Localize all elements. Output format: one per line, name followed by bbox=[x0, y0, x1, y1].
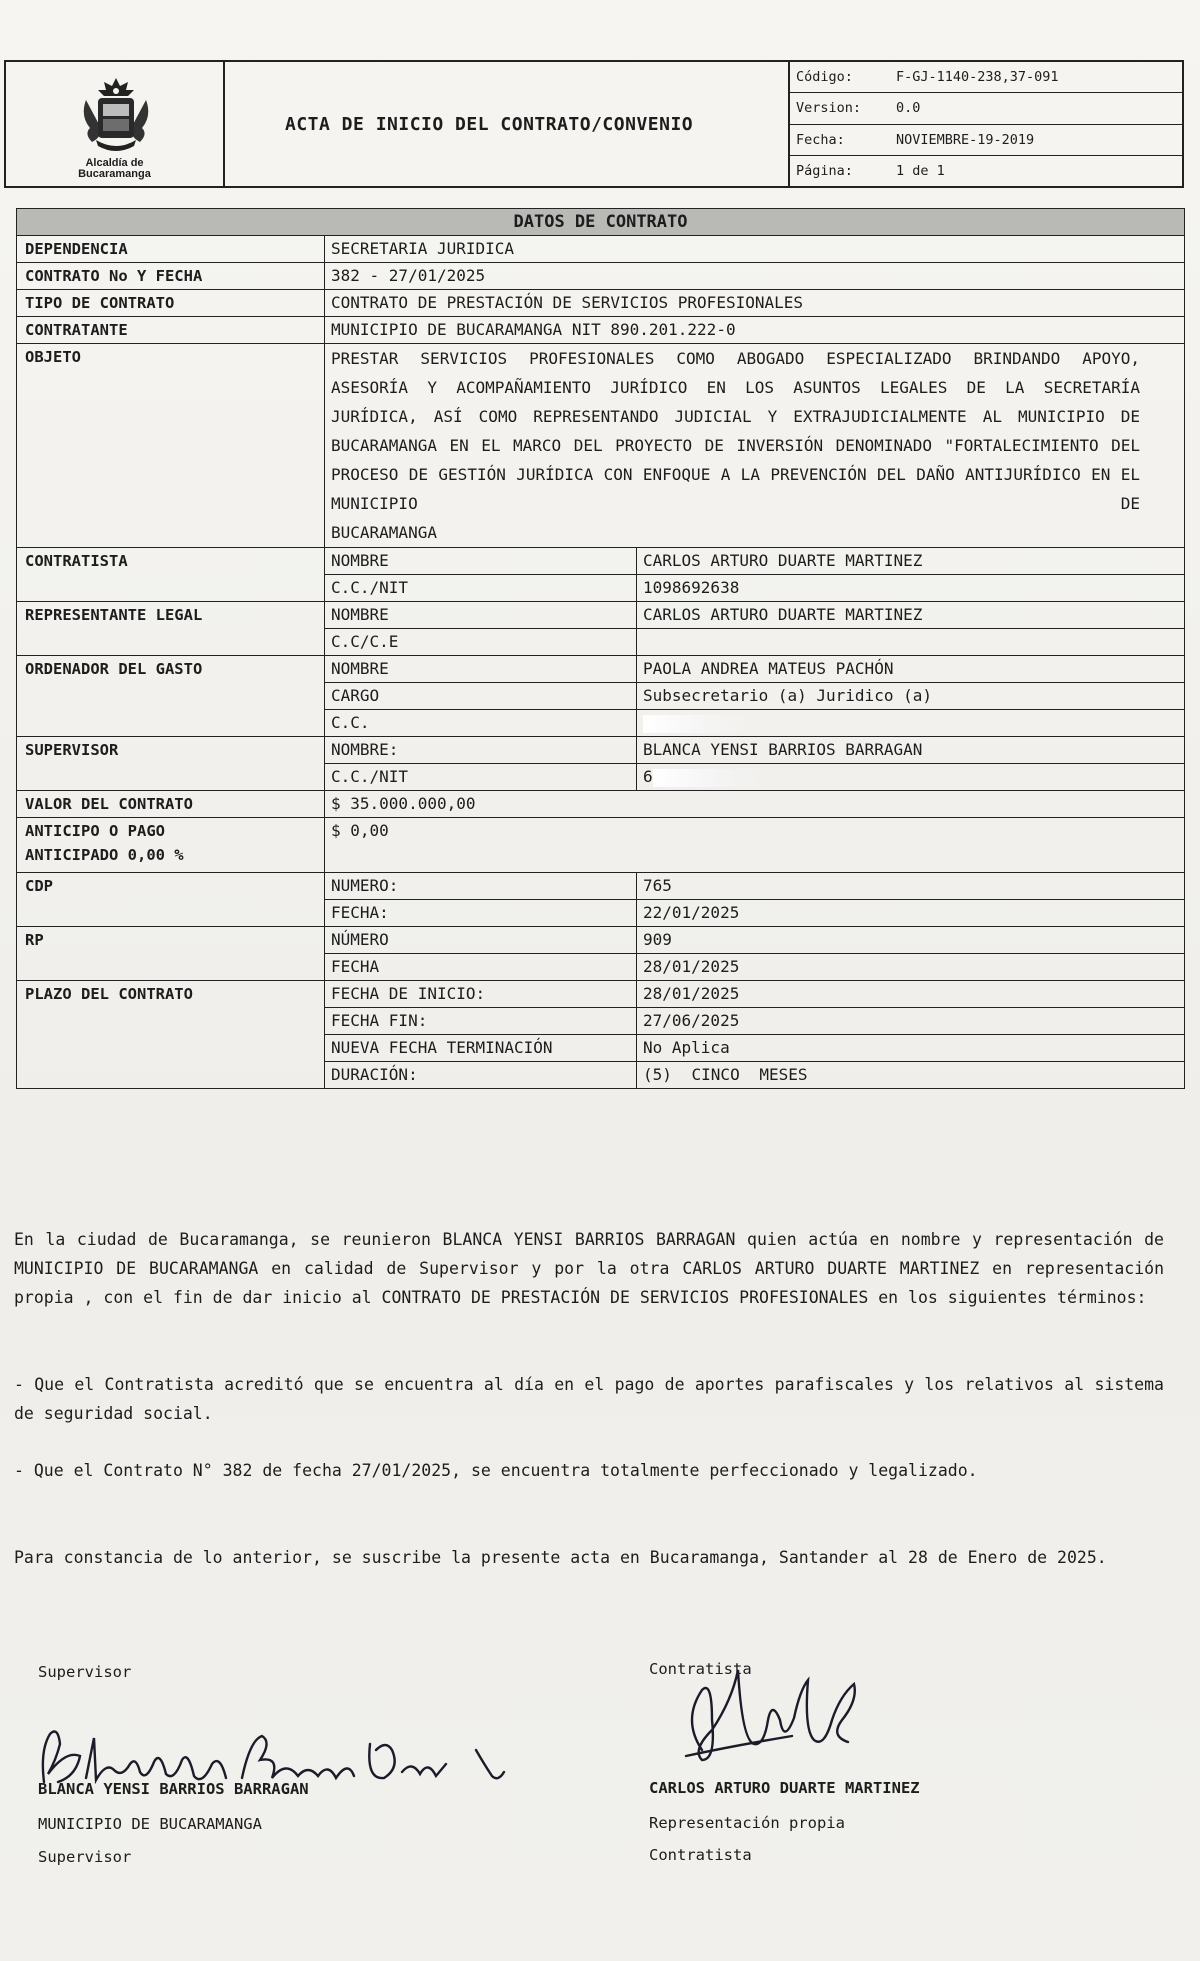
row-contratista-nombre: CONTRATISTA NOMBRE CARLOS ARTURO DUARTE MARTINEZ bbox=[17, 548, 1185, 575]
row-ordenador-cc: C.C. bbox=[17, 710, 1185, 737]
row-rp-numero: RP NÚMERO 909 bbox=[17, 927, 1185, 954]
paragraph-intro: En la ciudad de Bucaramanga, se reunieron BLANCA YENSI BARRIOS BARRAGAN quien actúa en nombre y representación de MUNICIPIO DE BUCARAMANGA en calidad de Supervisor y por la otra CARLOS ARTURO DUARTE MARTINEZ en representación propia , con el fin de dar inicio al CONTRATO DE PRESTACIÓN DE SERVICIOS PROFESIONALES en los siguientes términos: bbox=[14, 1230, 1164, 1307]
contratista-representation: Representación propia bbox=[649, 1814, 845, 1832]
row-contratante: CONTRATANTE MUNICIPIO DE BUCARAMANGA NIT 890.201.222-0 bbox=[17, 317, 1185, 344]
row-ordenador-nombre: ORDENADOR DEL GASTO NOMBRE PAOLA ANDREA MATEUS PACHÓN bbox=[17, 656, 1185, 683]
row-plazo-duracion: DURACIÓN: (5) CINCO MESES bbox=[17, 1062, 1185, 1089]
section-title: DATOS DE CONTRATO bbox=[17, 209, 1185, 236]
contract-data-table bbox=[16, 208, 1185, 1089]
row-supervisor-cc: C.C./NIT 6 bbox=[17, 764, 1185, 791]
logo-cell bbox=[6, 62, 225, 186]
contratista-heading: Contratista bbox=[649, 1660, 752, 1678]
row-dependencia: DEPENDENCIA SECRETARIA JURIDICA bbox=[17, 236, 1185, 263]
document-header bbox=[4, 60, 1184, 188]
row-rp-fecha: FECHA 28/01/2025 bbox=[17, 954, 1185, 981]
paragraph-constancia: Para constancia de lo anterior, se suscribe la presente acta en Bucaramanga, Santander al 28 de Enero de 2025. bbox=[14, 1548, 1107, 1567]
row-anticipo: ANTICIPO O PAGO ANTICIPADO 0,00 % $ 0,00 bbox=[17, 818, 1185, 873]
contratista-name: CARLOS ARTURO DUARTE MARTINEZ bbox=[649, 1779, 920, 1797]
row-representante-nombre: REPRESENTANTE LEGAL NOMBRE CARLOS ARTURO DUARTE MARTINEZ bbox=[17, 602, 1185, 629]
row-cdp-fecha: FECHA: 22/01/2025 bbox=[17, 900, 1185, 927]
paragraph-aportes: - Que el Contratista acreditó que se encuentra al día en el pago de aportes parafiscales y los relativos al sistema de seguridad social. bbox=[14, 1375, 1164, 1423]
row-ordenador-cargo: CARGO Subsecretario (a) Juridico (a) bbox=[17, 683, 1185, 710]
paragraph-perfeccionado: - Que el Contrato N° 382 de fecha 27/01/2025, se encuentra totalmente perfeccionado y legalizado. bbox=[14, 1461, 978, 1480]
supervisor-name: BLANCA YENSI BARRIOS BARRAGAN bbox=[38, 1780, 309, 1798]
meta-pagina: Página: 1 de 1 bbox=[796, 162, 945, 179]
row-plazo-inicio: PLAZO DEL CONTRATO FECHA DE INICIO: 28/01/2025 bbox=[17, 981, 1185, 1008]
row-contratista-nit: C.C./NIT 1098692638 bbox=[17, 575, 1185, 602]
row-tipo-contrato: TIPO DE CONTRATO CONTRATO DE PRESTACIÓN DE SERVICIOS PROFESIONALES bbox=[17, 290, 1185, 317]
redaction-mark bbox=[653, 769, 763, 787]
document-title: ACTA DE INICIO DEL CONTRATO/CONVENIO bbox=[225, 62, 790, 186]
logo-caption: Alcaldía de Bucaramanga bbox=[78, 157, 151, 180]
objeto-text: PRESTAR SERVICIOS PROFESIONALES COMO ABOGADO ESPECIALIZADO BRINDANDO APOYO, ASESORÍA Y ACOMPAÑAMIENTO JURÍDICO EN LOS ASUNTOS LEGALES DE LA SECRETARÍA JURÍDICA, ASÍ COMO REPRESENTANDO JUDICIAL Y EXTRAJUDICIALMENTE AL MUNICIPIO DE BUCARAMANGA EN EL MARCO DEL PROYECTO DE INVERSIÓN DENOMINADO "FORTALECIMIENTO DEL PROCESO DE GESTIÓN JURÍDICA CON ENFOQUE A LA PREVENCIÓN DEL DAÑO ANTIJURÍDICO EN EL MUNICIPIO DE BUCARAMANGA bbox=[325, 344, 1185, 548]
document-meta bbox=[790, 62, 1182, 186]
row-plazo-nueva: NUEVA FECHA TERMINACIÓN No Aplica bbox=[17, 1035, 1185, 1062]
meta-version: Version: 0.0 bbox=[790, 93, 1182, 124]
row-plazo-fin: FECHA FIN: 27/06/2025 bbox=[17, 1008, 1185, 1035]
row-objeto: OBJETO PRESTAR SERVICIOS PROFESIONALES COMO ABOGADO ESPECIALIZADO BRINDANDO APOYO, ASESORÍA Y ACOMPAÑAMIENTO JURÍDICO EN LOS ASUNTOS LEGALES DE LA SECRETARÍA JURÍDICA, ASÍ COMO REPRESENTANDO JUDICIAL Y EXTRAJUDICIALMENTE AL MUNICIPIO DE BUCARAMANGA EN EL MARCO DEL PROYECTO DE INVERSIÓN DENOMINADO "FORTALECIMIENTO DEL PROCESO DE GESTIÓN JURÍDICA CON ENFOQUE A LA PREVENCIÓN DEL DAÑO ANTIJURÍDICO EN EL MUNICIPIO DE BUCARAMANGA bbox=[17, 344, 1185, 548]
contratista-signature bbox=[672, 1660, 872, 1780]
redaction-mark bbox=[643, 715, 753, 733]
supervisor-entity: MUNICIPIO DE BUCARAMANGA bbox=[38, 1815, 262, 1833]
contratista-role: Contratista bbox=[649, 1846, 752, 1864]
meta-codigo: Código: F-GJ-1140-238,37-091 bbox=[790, 62, 1182, 93]
supervisor-role: Supervisor bbox=[38, 1848, 132, 1866]
supervisor-heading: Supervisor bbox=[38, 1663, 132, 1681]
meta-fecha: Fecha: NOVIEMBRE-19-2019 bbox=[790, 125, 1182, 156]
row-cdp-numero: CDP NUMERO: 765 bbox=[17, 873, 1185, 900]
row-representante-cc: C.C/C.E bbox=[17, 629, 1185, 656]
row-contrato-fecha: CONTRATO No Y FECHA 382 - 27/01/2025 bbox=[17, 263, 1185, 290]
row-valor: VALOR DEL CONTRATO $ 35.000.000,00 bbox=[17, 791, 1185, 818]
coat-of-arms-icon bbox=[76, 76, 156, 156]
row-supervisor-nombre: SUPERVISOR NOMBRE: BLANCA YENSI BARRIOS BARRAGAN bbox=[17, 737, 1185, 764]
